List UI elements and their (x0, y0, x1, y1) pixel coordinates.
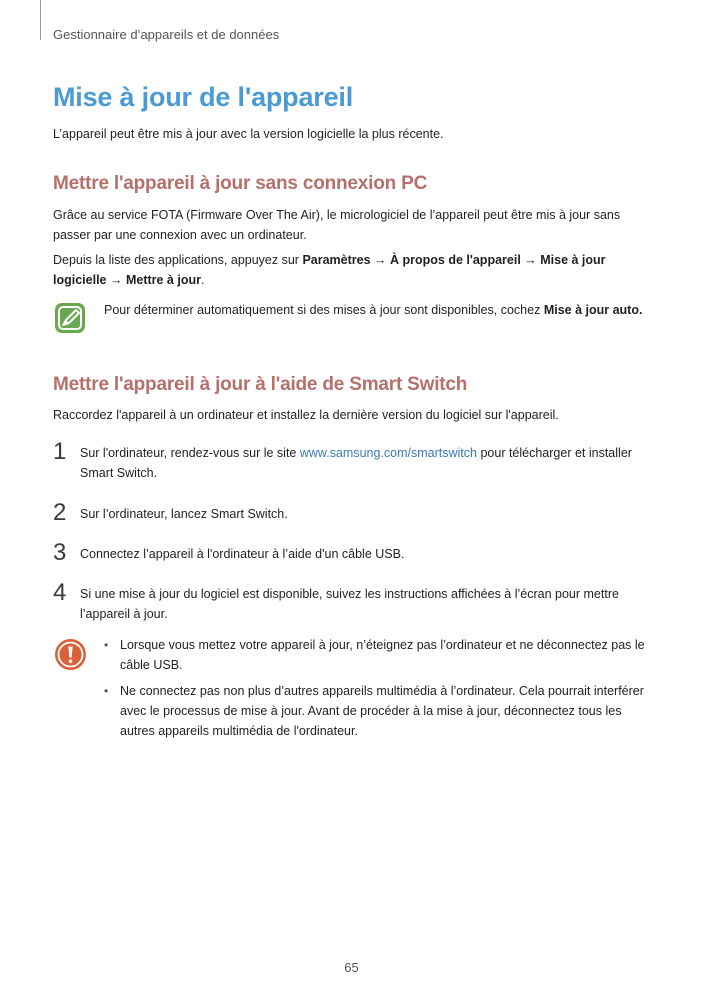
step-text: Si une mise à jour du logiciel est disponible, suivez les instructions affichées à l’écran pour mettre l’appareil à jour. (80, 587, 619, 621)
section-heading-fota: Mettre l'appareil à jour sans connexion PC (53, 173, 428, 194)
caution-item: Ne connectez pas non plus d’autres appareils multimédia à l’ordinateur. Cela pourrait interférer avec le processus de mise à jour. Avant de procéder à la mise à jour, déconnectez tous les autres appareils multimédia de l'ordinateur. (120, 684, 644, 738)
bullet-marker: • (104, 684, 109, 698)
step-number: 3 (53, 539, 67, 566)
caution-item: Lorsque vous mettez votre appareil à jour, n’éteignez pas l’ordinateur et ne déconnectez pas le câble USB. (120, 638, 645, 672)
running-header: Gestionnaire d’appareils et de données (53, 27, 280, 42)
step-number: 2 (53, 499, 67, 526)
note-text (104, 300, 652, 320)
path-arrow: → (370, 253, 391, 267)
path-arrow: → (106, 273, 126, 287)
margin-rule (40, 0, 41, 40)
path-update: Mettre à jour (125, 273, 201, 287)
section-heading-smartswitch: Mettre l'appareil à jour à l'aide de Smart Switch (53, 374, 468, 395)
bullet-marker: • (104, 638, 109, 652)
step1-suffix: pour télécharger et installer Smart Switch. (80, 446, 632, 480)
page-title: Mise à jour de l'appareil (53, 82, 354, 112)
step-text (80, 443, 650, 483)
path-suffix: . (200, 273, 205, 287)
note-prefix: Pour déterminer automatiquement si des mises à jour sont disponibles, cochez (104, 303, 544, 317)
path-settings: Paramètres (302, 253, 371, 267)
path-software-update: Mise à jour logicielle (53, 253, 606, 287)
path-prefix: Depuis la liste des applications, appuyez sur (53, 253, 303, 267)
intro-text: L’appareil peut être mis à jour avec la version logicielle la plus récente. (53, 127, 444, 141)
note-auto-update: Mise à jour auto. (543, 303, 643, 317)
smartswitch-intro: Raccordez l'appareil à un ordinateur et installez la dernière version du logiciel sur l'appareil. (53, 408, 559, 422)
step1-prefix: Sur l'ordinateur, rendez-vous sur le site (80, 446, 300, 460)
step-text: Connectez l’appareil à l'ordinateur à l’aide d'un câble USB. (80, 547, 405, 561)
settings-path-paragraph (53, 250, 653, 290)
note-icon (54, 302, 86, 334)
path-about-device: À propos de l'appareil (390, 253, 521, 267)
path-arrow: → (520, 253, 541, 267)
fota-paragraph: Grâce au service FOTA (Firmware Over The Air), le micrologiciel de l’appareil peut être mis à jour sans passer par une connexion avec un ordinateur. (53, 208, 621, 242)
step-number: 4 (53, 579, 67, 606)
caution-icon (54, 638, 87, 671)
smartswitch-link[interactable]: www.samsung.com/smartswitch (299, 446, 477, 460)
page-number: 65 (344, 960, 359, 975)
step-number: 1 (53, 438, 67, 465)
step-text: Sur l’ordinateur, lancez Smart Switch. (80, 507, 288, 521)
